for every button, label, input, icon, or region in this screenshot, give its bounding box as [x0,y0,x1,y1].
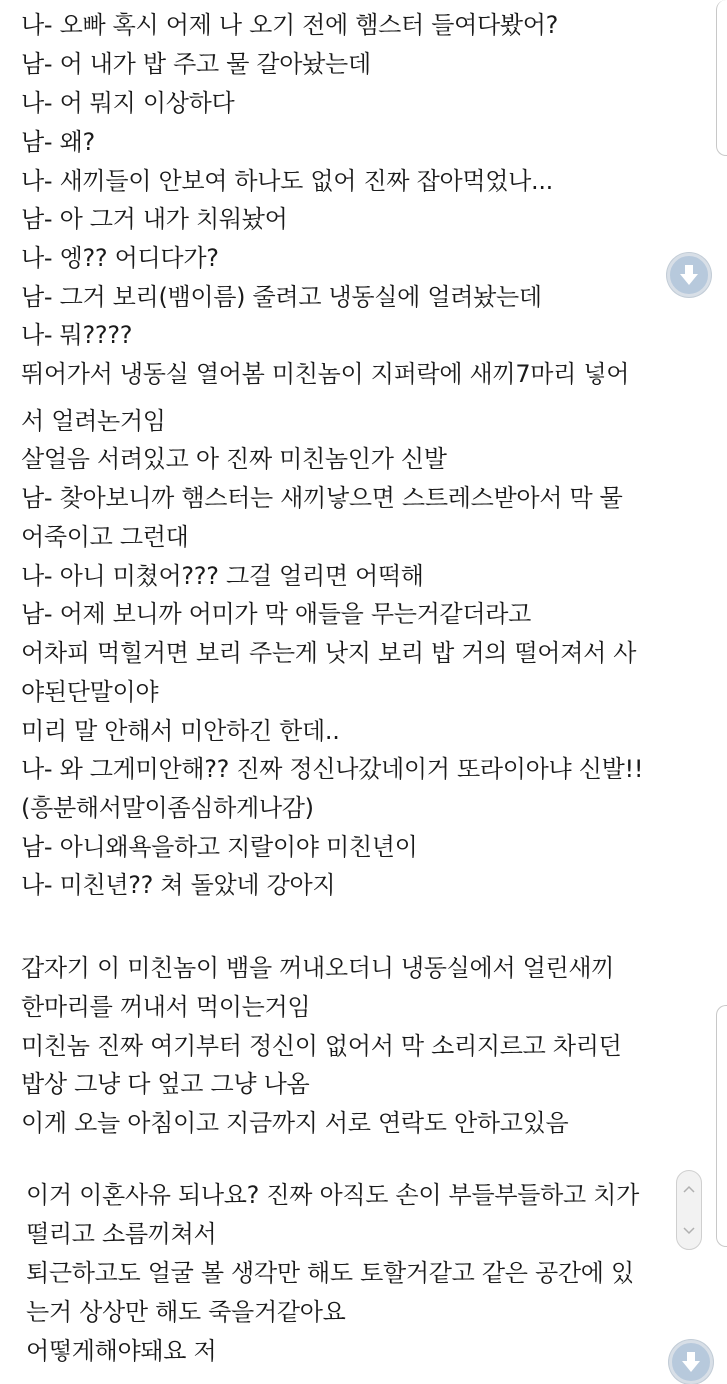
text-line: 는거 상상만 해도 죽을거같아요 [26,1298,346,1326]
scroll-down-button-bottom[interactable] [669,1340,713,1384]
text-line: 미리 말 안해서 미안하긴 한데.. [21,717,340,745]
text-line: 야된단말이야 [21,678,159,706]
text-line: 이게 오늘 아침이고 지금까지 서로 연락도 안하고있음 [21,1109,569,1137]
chevron-up-icon [683,1185,695,1193]
text-line: 한마리를 꺼내서 먹이는거임 [21,993,311,1021]
text-line: 어차피 먹힐거면 보리 주는게 낫지 보리 밥 거의 떨어져서 사 [21,639,637,667]
text-line: 퇴근하고도 얼굴 볼 생각만 해도 토할거같고 같은 공간에 있 [26,1259,634,1287]
text-line: 나- 뭐???? [21,321,133,349]
text-line: 어떻게해야돼요 저 [26,1337,217,1365]
text-line: 밥상 그냥 다 엎고 그냥 나옴 [21,1070,310,1098]
chevron-down-icon [683,1227,695,1235]
text-line: 남- 어 내가 밥 주고 물 갈아놨는데 [21,50,371,78]
arrow-down-icon [679,264,699,286]
text-line: (흥분해서말이좀심하게나감) [21,794,314,822]
text-line: 남- 어제 보니까 어미가 막 애들을 무는거같더라고 [21,600,532,628]
right-edge-panel-top [716,0,727,156]
text-line: 나- 새끼들이 안보여 하나도 없어 진짜 잡아먹었나... [21,167,553,195]
text-line: 갑자기 이 미친놈이 뱀을 꺼내오더니 냉동실에서 얼린새끼 [21,954,615,982]
text-line: 나- 와 그게미안해?? 진짜 정신나갔네이거 또라이아냐 신발!! [21,755,644,783]
text-line: 어죽이고 그런대 [21,523,189,551]
text-line: 나- 아니 미쳤어??? 그걸 얼리면 어떡해 [21,562,424,590]
arrow-down-icon [681,1351,701,1373]
scroll-pill[interactable] [676,1170,702,1250]
text-line: 나- 오빠 혹시 어제 나 오기 전에 햄스터 들여다봤어? [21,11,559,39]
text-line: 나- 미친년?? 쳐 돌았네 강아지 [21,871,336,899]
right-edge-panel-bottom [716,1005,727,1247]
text-line: 남- 찾아보니까 햄스터는 새끼낳으면 스트레스받아서 막 물 [21,484,623,512]
text-line: 나- 엥?? 어디다가? [21,244,219,272]
scroll-down-button[interactable] [667,253,711,297]
text-line: 남- 아니왜욕을하고 지랄이야 미친년이 [21,833,418,861]
text-line: 살얼음 서려있고 아 진짜 미친놈인가 신발 [21,445,447,473]
text-line: 서 얼려논거임 [21,407,166,435]
text-line: 떨리고 소름끼쳐서 [26,1220,217,1248]
text-line: 남- 왜? [21,128,95,156]
text-line: 남- 그거 보리(뱀이름) 줄려고 냉동실에 얼려놨는데 [21,283,542,311]
text-line: 이거 이혼사유 되나요? 진짜 아직도 손이 부들부들하고 치가 [26,1181,639,1209]
text-line: 남- 아 그거 내가 치워놨어 [21,205,288,233]
text-line: 뛰어가서 냉동실 열어봄 미친놈이 지퍼락에 새끼7마리 넣어 [21,360,630,388]
text-line: 나- 어 뭐지 이상하다 [21,89,235,117]
text-line: 미친놈 진짜 여기부터 정신이 없어서 막 소리지르고 차리던 [21,1032,622,1060]
